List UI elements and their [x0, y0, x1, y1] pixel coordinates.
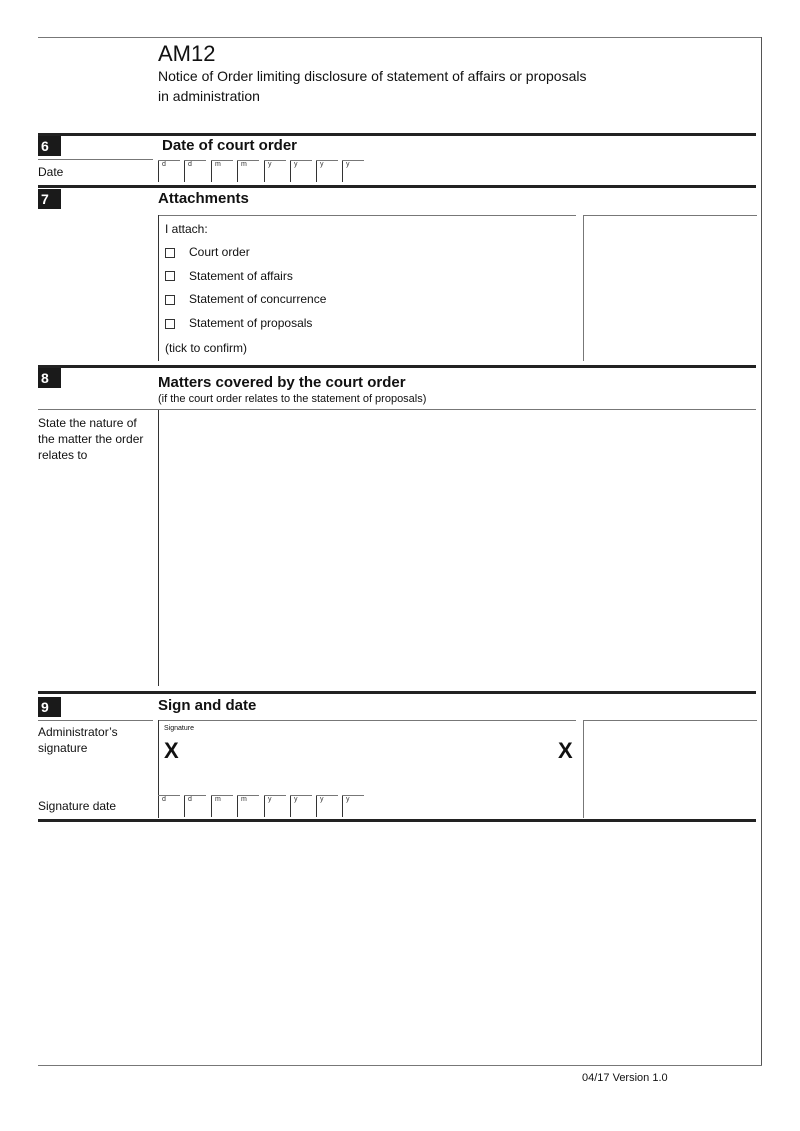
- sig-date-month-2: m: [241, 796, 247, 803]
- form-title-line2: in administration: [158, 88, 260, 104]
- section6-title: Date of court order: [162, 137, 298, 154]
- section6-number: 6: [38, 136, 61, 156]
- form-code: AM12: [158, 41, 216, 66]
- bottom-rule: [38, 1065, 762, 1066]
- sig-date-year-4: y: [346, 796, 350, 803]
- date-month-2: m: [241, 161, 247, 168]
- date-year-3: y: [320, 161, 324, 168]
- section9-title: Sign and date: [158, 697, 257, 714]
- section9-bottom-rule: [38, 819, 756, 822]
- sig-date-year-2: y: [294, 796, 298, 803]
- section8-number: 8: [38, 368, 61, 388]
- sig-date-day-1: d: [162, 796, 166, 803]
- section9-number: 9: [38, 697, 61, 717]
- section8-rule: [38, 365, 756, 368]
- top-rule: [38, 37, 762, 38]
- section6-label-rule: [38, 159, 153, 160]
- date-month-1: m: [215, 161, 221, 168]
- statement-of-proposals-label: Statement of proposals: [189, 316, 313, 330]
- court-order-checkbox[interactable]: [165, 248, 175, 258]
- signature-x-left-icon: X: [164, 738, 179, 763]
- sig-date-day-2: d: [188, 796, 192, 803]
- nature-of-matter-textarea[interactable]: [158, 410, 756, 686]
- statement-of-concurrence-checkbox[interactable]: [165, 295, 175, 305]
- section8-title: Matters covered by the court order: [158, 374, 406, 391]
- signature-label-line1: Administrator’s: [38, 725, 118, 739]
- form-title-line1: Notice of Order limiting disclosure of statement of affairs or proposals: [158, 68, 587, 84]
- section7-title: Attachments: [158, 190, 249, 207]
- nature-label-line2: the matter the order: [38, 432, 144, 446]
- section8-subtitle: (if the court order relates to the statement of proposals): [158, 393, 427, 405]
- version-footer: 04/17 Version 1.0: [582, 1072, 668, 1084]
- signature-x-right-icon: X: [558, 738, 573, 763]
- statement-of-affairs-label: Statement of affairs: [189, 269, 293, 283]
- nature-label-line3: relates to: [38, 448, 88, 462]
- section9-rule: [38, 691, 756, 694]
- date-day-1: d: [162, 161, 166, 168]
- section9-label-rule: [38, 720, 153, 721]
- section6-rule: [38, 133, 756, 136]
- section7-number: 7: [38, 189, 61, 209]
- sig-date-year-3: y: [320, 796, 324, 803]
- date-label: Date: [38, 165, 64, 179]
- nature-label-line1: State the nature of: [38, 416, 137, 430]
- right-frame-rule: [761, 37, 762, 1066]
- signature-date-label: Signature date: [38, 799, 117, 813]
- statement-of-affairs-checkbox[interactable]: [165, 271, 175, 281]
- signature-label-line2: signature: [38, 741, 88, 755]
- date-year-4: y: [346, 161, 350, 168]
- tick-note: (tick to confirm): [165, 341, 248, 355]
- date-year-1: y: [268, 161, 272, 168]
- sig-date-month-1: m: [215, 796, 221, 803]
- section7-rule: [38, 185, 756, 188]
- statement-of-proposals-checkbox[interactable]: [165, 319, 175, 329]
- sig-date-year-1: y: [268, 796, 272, 803]
- date-day-2: d: [188, 161, 192, 168]
- signature-field[interactable]: [158, 721, 582, 785]
- attach-intro: I attach:: [165, 222, 208, 236]
- statement-of-concurrence-label: Statement of concurrence: [189, 292, 327, 306]
- court-order-label: Court order: [189, 245, 250, 259]
- date-year-2: y: [294, 161, 298, 168]
- signature-caption: Signature: [164, 725, 194, 732]
